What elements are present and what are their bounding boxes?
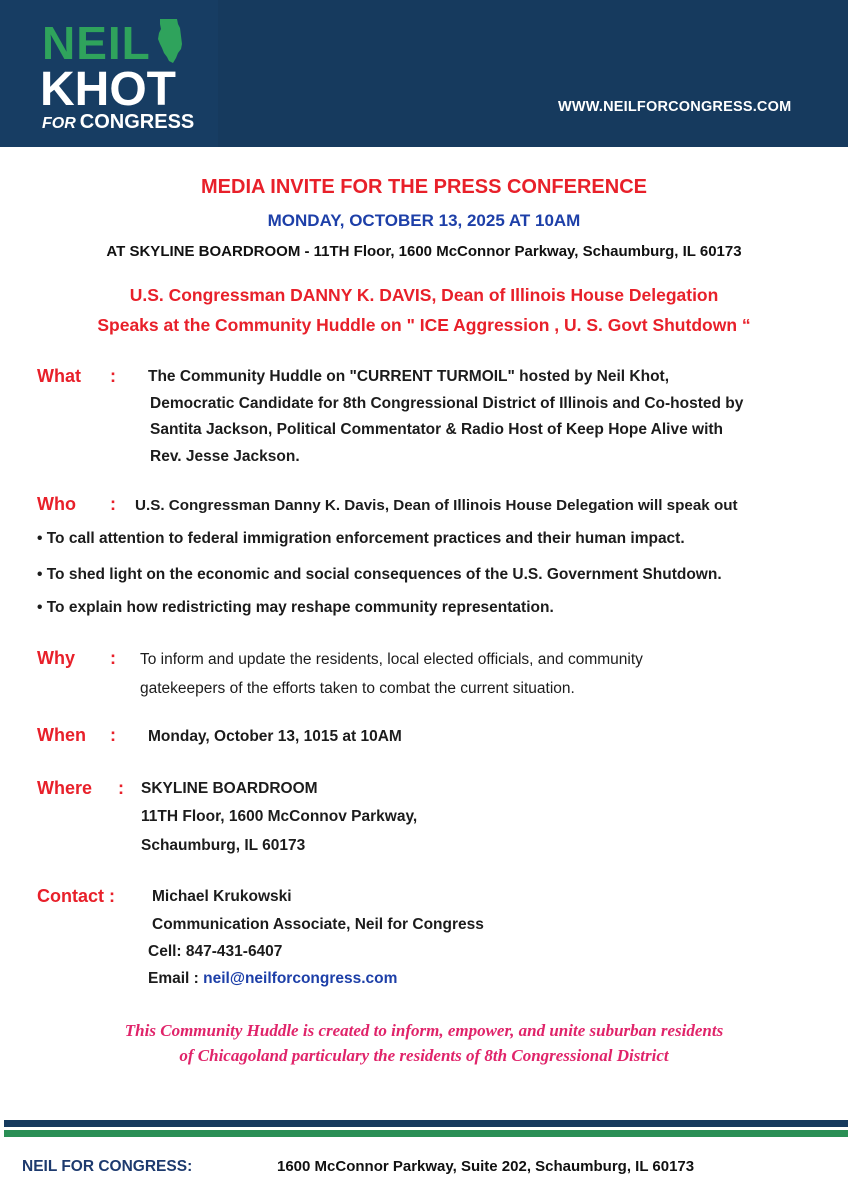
why-label: Why <box>37 648 75 668</box>
footer-address: 1600 McConnor Parkway, Suite 202, Schaumburg, IL 60173 <box>277 1158 695 1175</box>
footer-divider-green <box>4 1130 848 1137</box>
why-colon: : <box>110 648 116 668</box>
why-line-2: gatekeepers of the efforts taken to combat the current situation. <box>140 680 575 697</box>
invite-date: MONDAY, OCTOBER 13, 2025 AT 10AM <box>267 211 581 230</box>
what-line-3: Santita Jackson, Political Commentator & Radio Host of Keep Hope Alive with <box>150 421 724 438</box>
invite-title: MEDIA INVITE FOR THE PRESS CONFERENCE <box>201 176 647 198</box>
footer-divider-navy <box>4 1120 848 1127</box>
campaign-logo <box>0 0 218 147</box>
website-link[interactable]: WWW.NEILFORCONGRESS.COM <box>558 99 792 115</box>
when-colon: : <box>110 725 116 745</box>
when-text: Monday, October 13, 1015 at 10AM <box>148 728 402 745</box>
contact-name: Michael Krukowski <box>152 888 292 905</box>
logo-for: FOR <box>42 115 76 132</box>
who-bullet-1: • To call attention to federal immigration enforcement practices and their human impact. <box>37 530 685 547</box>
who-text: U.S. Congressman Danny K. Davis, Dean of Illinois House Delegation will speak out <box>135 497 738 514</box>
contact-label: Contact : <box>37 886 115 906</box>
invite-venue: AT SKYLINE BOARDROOM - 11TH Floor, 1600 McConnor Parkway, Schaumburg, IL 60173 <box>106 243 742 260</box>
logo-congress: CONGRESS <box>79 111 195 133</box>
header-banner <box>0 0 848 147</box>
what-colon: : <box>110 366 116 386</box>
contact-email-row <box>148 970 397 988</box>
logo-last-name: KHOT <box>40 63 176 116</box>
who-colon: : <box>110 494 116 514</box>
logo-first-name: NEIL <box>42 17 151 69</box>
what-line-1: The Community Huddle on "CURRENT TURMOIL" hosted by Neil Khot, <box>148 368 670 385</box>
where-line-1: SKYLINE BOARDROOM <box>141 780 318 797</box>
where-line-2: 11TH Floor, 1600 McConnov Parkway, <box>141 808 418 825</box>
who-label: Who <box>37 494 76 514</box>
contact-role: Communication Associate, Neil for Congress <box>152 916 484 933</box>
illinois-state-icon <box>157 18 183 64</box>
tagline-line-1: This Community Huddle is created to inform, empower, and unite suburban residents <box>124 1021 724 1040</box>
what-line-4: Rev. Jesse Jackson. <box>150 448 300 465</box>
contact-email-label: Email : <box>148 970 204 987</box>
what-label: What <box>37 366 81 386</box>
where-colon: : <box>118 778 124 798</box>
who-bullet-3: • To explain how redistricting may reshape community representation. <box>37 599 554 616</box>
tagline-line-2: of Chicagoland particulary the residents of 8th Congressional District <box>179 1046 669 1065</box>
invite-headline-1: U.S. Congressman DANNY K. DAVIS, Dean of Illinois House Delegation <box>129 285 719 305</box>
invite-headline-2: Speaks at the Community Huddle on " ICE Aggression , U. S. Govt Shutdown “ <box>97 315 751 335</box>
when-label: When <box>37 725 86 745</box>
where-label: Where <box>37 778 93 798</box>
contact-cell: Cell: 847-431-6407 <box>148 943 283 960</box>
who-bullet-2: • To shed light on the economic and social consequences of the U.S. Government Shutdown. <box>37 566 722 583</box>
footer-campaign-name: NEIL FOR CONGRESS: <box>22 1158 193 1175</box>
where-line-3: Schaumburg, IL 60173 <box>141 837 306 854</box>
contact-email-link[interactable]: neil@neilforcongress.com <box>203 970 398 987</box>
what-line-2: Democratic Candidate for 8th Congressional District of Illinois and Co-hosted by <box>150 395 744 412</box>
logo-for-congress <box>42 112 194 134</box>
why-line-1: To inform and update the residents, local elected officials, and community <box>140 651 643 668</box>
